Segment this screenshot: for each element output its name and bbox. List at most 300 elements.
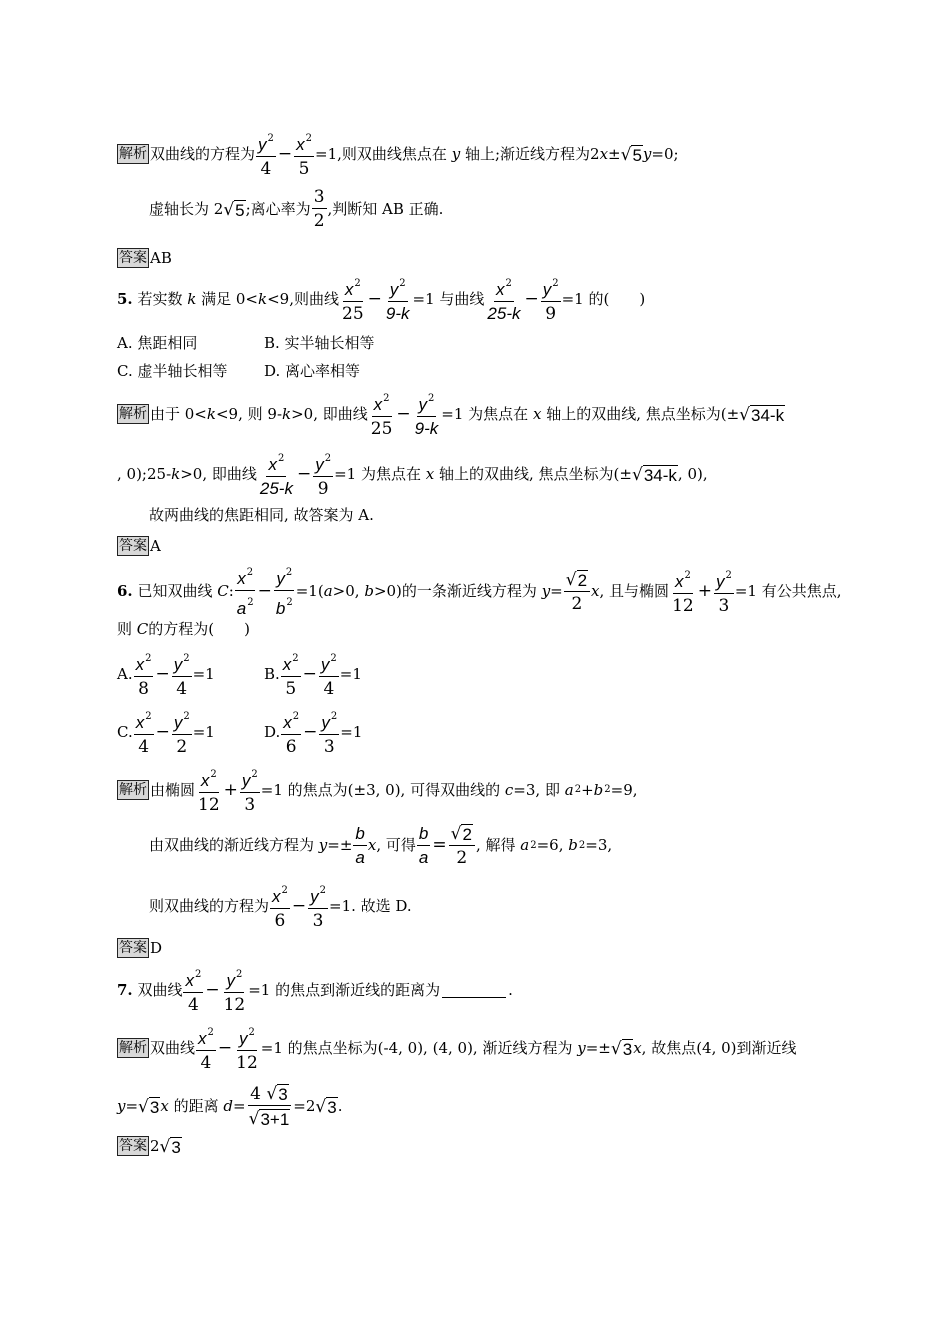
denominator: 4	[260, 159, 272, 179]
math-variable: C	[136, 620, 149, 638]
radical-sign: √	[315, 1096, 327, 1117]
superscript: 2	[604, 784, 611, 795]
denominator: 25	[342, 304, 364, 324]
fraction	[240, 766, 260, 814]
denominator: 8	[138, 679, 149, 699]
text-run: 双曲线	[150, 1038, 196, 1057]
denominator: a	[418, 847, 429, 867]
operator: −	[303, 721, 318, 742]
operator: −	[302, 663, 317, 684]
text-run: =1,则双曲线焦点在	[315, 144, 447, 163]
math-variable: x	[532, 404, 542, 423]
q5-analysis-line-1	[117, 390, 785, 438]
text-run: 轴上;渐近线方程为	[464, 144, 591, 163]
math-variable: x	[160, 1096, 169, 1115]
numerator	[240, 766, 260, 793]
fraction	[196, 1024, 216, 1072]
math-variable: x	[633, 1038, 642, 1057]
superscript: 2	[285, 567, 293, 578]
text-run: =1 的焦点坐标为(-4, 0), (4, 0), 渐近线方程为	[260, 1038, 573, 1057]
fraction	[183, 966, 203, 1014]
answer-value: D	[150, 938, 163, 957]
denominator: a	[355, 847, 365, 867]
superscript: 2	[552, 278, 559, 289]
numerator	[294, 130, 314, 157]
superscript: 2	[684, 570, 691, 581]
denominator: 6	[274, 911, 286, 931]
superscript: 2	[383, 393, 390, 404]
math-variable: y=±	[318, 836, 353, 854]
fraction	[270, 882, 290, 930]
numerator: 3	[313, 187, 325, 207]
numerator: b	[353, 825, 366, 846]
numerator	[281, 650, 301, 677]
numerator	[172, 650, 192, 677]
text-run: , 0),	[677, 464, 708, 483]
text-run: 故两曲线的焦距相同, 故答案为 A.	[149, 506, 374, 524]
numerator	[319, 650, 339, 677]
q6-option-c	[117, 708, 215, 756]
fraction	[319, 708, 339, 756]
superscript: 2	[286, 597, 293, 608]
text-run: A.	[117, 664, 133, 683]
math-variable: a	[323, 581, 333, 600]
radicand: 3	[171, 1137, 181, 1157]
numerator	[308, 882, 328, 909]
denominator: 9	[317, 479, 329, 499]
text-run: A. 焦距相同	[117, 334, 198, 352]
radical-sign: √	[138, 1096, 149, 1117]
radical-sign: √	[159, 1136, 171, 1157]
fraction	[714, 567, 734, 615]
numerator	[564, 570, 590, 592]
numerator	[134, 650, 154, 677]
q6-stem-line-2	[117, 622, 250, 637]
text-run: =1(	[295, 581, 324, 600]
text-run: D.	[264, 722, 281, 741]
superscript: 2	[305, 133, 313, 144]
denominator: 9-k	[414, 419, 439, 438]
denominator: 5	[285, 679, 297, 699]
fraction	[413, 390, 441, 438]
question-number: 7.	[117, 980, 133, 999]
text-run: >0,	[332, 581, 360, 600]
numerator	[274, 564, 294, 591]
math-variable: y	[173, 655, 183, 674]
text-run: =1 的焦点为(±3, 0), 可得双曲线的	[260, 780, 501, 799]
fraction	[417, 825, 430, 867]
math-variable: x	[135, 713, 145, 732]
answer-value: AB	[150, 248, 172, 267]
superscript: 2	[267, 133, 274, 144]
superscript: 2	[207, 1027, 214, 1038]
answer-value: 2	[150, 1136, 160, 1155]
math-variable: b	[275, 599, 286, 618]
q6-answer	[117, 938, 162, 958]
radical-sign: √	[610, 1038, 622, 1059]
q5-analysis-line-2	[117, 450, 708, 498]
numerator	[319, 708, 339, 735]
math-variable: y	[642, 144, 652, 163]
q5-option-a	[117, 336, 197, 351]
text-run: , 且与椭圆	[599, 581, 670, 600]
text-run: =1	[340, 722, 363, 741]
math-variable: k	[282, 404, 292, 423]
denominator: 25	[370, 419, 393, 439]
radical-sign: √	[450, 824, 462, 844]
math-variable: x	[283, 713, 292, 732]
radical-sign: √	[565, 569, 577, 590]
operator: +	[223, 779, 238, 800]
numerator	[172, 708, 192, 735]
sqrt-34-k	[632, 465, 678, 484]
square-root	[451, 824, 473, 843]
radicand: 2	[577, 570, 588, 590]
text-run: 则	[117, 620, 133, 638]
text-run: , 故焦点(4, 0)到渐近线	[641, 1038, 797, 1057]
fraction	[319, 650, 339, 698]
text-run: 若实数	[137, 289, 183, 308]
q5-stem	[117, 275, 645, 323]
numerator	[196, 1024, 216, 1051]
superscript: 2	[324, 453, 332, 464]
square-root	[249, 1109, 291, 1128]
denominator: 9-k	[385, 304, 410, 323]
radicand: 5	[632, 145, 642, 165]
math-variable: x	[599, 144, 609, 163]
fraction	[134, 650, 154, 698]
radicand: 3	[327, 1097, 337, 1117]
numerator	[313, 450, 333, 477]
text-run: 双曲线的方程为	[150, 144, 256, 163]
numerator	[270, 882, 290, 909]
text-run: =6,	[536, 836, 564, 854]
math-variable: a	[236, 599, 247, 618]
operator: −	[291, 895, 307, 916]
fraction	[274, 564, 295, 618]
fraction	[172, 650, 192, 698]
fraction	[312, 188, 327, 230]
superscript: 2	[183, 711, 190, 722]
math-variable: y	[310, 887, 319, 906]
q4-answer	[117, 248, 172, 268]
sqrt-5	[223, 200, 245, 219]
text-run: =1. 故选 D.	[329, 896, 412, 915]
math-variable: y	[320, 655, 330, 674]
text-run: =2	[293, 1096, 316, 1115]
numerator	[256, 130, 276, 157]
answer-tag: 答案	[119, 1138, 147, 1154]
radicand: 2	[462, 825, 472, 844]
operator: −	[155, 721, 170, 742]
denominator: 2	[571, 593, 583, 614]
math-variable: x	[367, 836, 377, 854]
square-root	[160, 1137, 182, 1156]
fraction	[172, 708, 192, 756]
text-run: =1 为焦点在	[334, 464, 421, 483]
math-variable: x	[425, 464, 435, 483]
fraction	[134, 708, 154, 756]
math-variable: x	[237, 569, 246, 588]
fraction	[235, 564, 256, 618]
text-run: 则双曲线的方程为	[149, 896, 270, 915]
denominator: 4	[176, 679, 188, 699]
operator: −	[524, 288, 539, 309]
q6-analysis-line-3	[149, 882, 412, 930]
q5-option-d	[264, 364, 360, 379]
superscript: 2	[247, 597, 254, 608]
denominator: 12	[198, 795, 220, 815]
math-variable: y	[276, 569, 285, 588]
fraction	[234, 1024, 260, 1072]
math-variable: y	[258, 135, 267, 154]
superscript: 2	[725, 570, 732, 581]
q7-analysis-line-1	[117, 1024, 797, 1072]
denominator	[235, 591, 256, 618]
math-variable: x	[135, 655, 145, 674]
text-run: B. 实半轴长相等	[264, 334, 375, 352]
denominator: 12	[236, 1053, 258, 1073]
text-run: 双曲线	[137, 980, 183, 999]
math-variable: k	[258, 289, 268, 308]
math-variable: b	[364, 581, 374, 600]
sqrt-34-k	[739, 405, 785, 424]
q6-stem-line-1: 6. 已知双曲线 C : $\frac{x^2}{a^2}$ − $\frac{y^2}{b^2}$ =1( a >0, b >0)的一条渐近线方程为 y= √ 2 2 x , 且与椭圆 $\frac{x^2}{12}$ + $\frac{y^2}{3}$ =1 有公共焦点,	[117, 564, 841, 618]
numerator	[199, 766, 219, 793]
answer-tag: 答案	[119, 250, 147, 266]
text-run: , 可得	[376, 836, 416, 854]
text-run: , 0);25-	[117, 464, 172, 483]
text-run: 虚轴长为 2	[149, 199, 224, 218]
superscript: 2	[145, 711, 152, 722]
text-run: 由于 0<	[150, 404, 207, 423]
operator: =	[432, 835, 447, 855]
square-root	[566, 570, 588, 589]
numerator	[281, 708, 301, 735]
math-variable: x	[268, 455, 277, 474]
q5-answer	[117, 536, 161, 556]
math-variable: x	[272, 887, 281, 906]
operator: −	[155, 663, 170, 684]
denominator: 25-k	[259, 479, 293, 498]
text-run: ,判断知 AB 正确.	[327, 199, 444, 218]
fraction	[485, 275, 522, 323]
text-run: 轴上的双曲线, 焦点坐标为(±	[439, 464, 632, 483]
math-variable: x	[496, 280, 505, 299]
square-root	[266, 1084, 288, 1103]
text-run: 4	[250, 1084, 261, 1104]
text-run: <9,则曲线	[267, 289, 339, 308]
analysis-tag: 解析	[119, 406, 147, 422]
superscript: 2	[194, 969, 202, 980]
fraction	[369, 390, 395, 438]
fraction	[340, 275, 366, 323]
denominator: 3	[323, 737, 335, 757]
answer-value: A	[150, 536, 161, 555]
numerator	[417, 390, 437, 417]
analysis-tag: 解析	[119, 146, 147, 162]
text-run: 2	[590, 144, 600, 163]
numerator	[372, 390, 392, 417]
answer-blank	[442, 983, 506, 998]
text-run: =1 的( )	[561, 289, 646, 308]
superscript: 2	[505, 278, 512, 289]
text-run: =1 有公共焦点,	[734, 581, 842, 600]
denominator: 3	[312, 911, 324, 931]
denominator: 6	[285, 737, 297, 757]
fraction	[256, 130, 276, 178]
math-variable: y	[315, 455, 324, 474]
radical-sign: √	[266, 1084, 278, 1104]
math-variable: C	[217, 581, 229, 600]
math-variable: y	[239, 1029, 248, 1048]
fraction	[281, 650, 301, 698]
operator: −	[396, 403, 411, 424]
text-run: +	[581, 780, 594, 799]
math-variable: a	[520, 836, 530, 854]
denominator: 2	[176, 737, 188, 757]
text-run: =1	[192, 722, 215, 741]
denominator: 25-k	[487, 304, 521, 323]
superscript: 2	[354, 278, 361, 289]
fraction	[196, 766, 222, 814]
fraction	[313, 450, 333, 498]
superscript: 2	[578, 839, 586, 851]
numerator	[266, 450, 286, 477]
q5-option-c	[117, 364, 227, 379]
fraction	[353, 825, 366, 867]
math-variable: x	[674, 572, 684, 591]
math-variable: y	[389, 280, 399, 299]
radicand: 5	[235, 200, 245, 220]
math-variable: x	[200, 771, 210, 790]
text-run: =3,	[585, 836, 613, 854]
text-run: >0)的一条渐近线方程为	[373, 581, 537, 600]
q4-analysis-line-1	[117, 130, 679, 178]
math-variable: x	[282, 655, 292, 674]
math-variable: y=	[541, 581, 563, 600]
fraction	[247, 1084, 293, 1128]
radicand: 34-k	[643, 465, 677, 485]
numerator	[449, 824, 475, 846]
q6-option-b	[264, 650, 362, 698]
radicand: 34-k	[751, 405, 785, 425]
math-variable: b	[593, 780, 604, 799]
numerator: b	[417, 825, 430, 846]
answer-tag: 答案	[119, 940, 147, 956]
square-root	[611, 1039, 633, 1058]
text-run: .	[508, 980, 513, 999]
fraction	[294, 130, 314, 178]
superscript: 2	[277, 453, 285, 464]
operator: +	[697, 580, 712, 601]
radical-sign: √	[739, 404, 751, 425]
denominator: 3	[244, 795, 256, 815]
text-run: 的方程为( )	[148, 620, 250, 638]
text-run: =1 为焦点在	[441, 404, 529, 423]
denominator: 3	[718, 596, 730, 616]
math-variable: x	[344, 280, 354, 299]
radicand: 3	[278, 1085, 288, 1104]
text-run: 满足 0<	[201, 289, 259, 308]
math-variable: b	[568, 836, 578, 854]
fraction	[449, 824, 475, 867]
q5-option-b	[264, 336, 375, 351]
math-variable: a	[564, 780, 574, 799]
math-variable: x	[185, 971, 194, 990]
superscript: 2	[145, 653, 152, 664]
denominator: 2	[456, 848, 468, 868]
operator: −	[367, 288, 382, 309]
math-variable: y	[418, 395, 428, 414]
fraction	[384, 275, 412, 323]
superscript: 2	[330, 711, 338, 722]
superscript: 2	[292, 653, 299, 664]
answer-tag: 答案	[119, 538, 147, 554]
superscript: 2	[319, 885, 327, 896]
q7-stem	[117, 966, 513, 1014]
operator: −	[205, 979, 220, 1000]
denominator	[247, 1106, 293, 1128]
q6-analysis-line-2	[149, 824, 612, 867]
q6-analysis-line-1	[117, 766, 638, 814]
superscript: 2	[330, 653, 337, 664]
text-run: =1	[339, 664, 362, 683]
superscript: 2	[235, 969, 243, 980]
math-variable: y	[321, 713, 330, 732]
operator: −	[296, 463, 312, 484]
superscript: 2	[183, 653, 190, 664]
text-run: =1	[192, 664, 215, 683]
radicand: 3	[149, 1097, 160, 1117]
radical-sign: √	[631, 464, 643, 485]
math-variable: y	[715, 572, 725, 591]
superscript: 2	[530, 839, 537, 851]
superscript: 2	[399, 278, 406, 289]
superscript: 2	[281, 885, 288, 896]
text-run: .	[337, 1096, 343, 1115]
text-run: C.	[117, 722, 133, 741]
radicand: 3+1	[260, 1110, 290, 1129]
numerator	[237, 1024, 257, 1051]
analysis-tag: 解析	[119, 1040, 147, 1056]
q6-option-a	[117, 650, 215, 698]
denominator: 12	[672, 596, 694, 616]
fraction	[222, 966, 248, 1014]
text-run: =9,	[610, 780, 638, 799]
math-variable: d	[223, 1096, 234, 1115]
text-run: 的距离	[173, 1096, 219, 1115]
numerator	[673, 567, 693, 594]
math-variable: y=	[117, 1096, 139, 1115]
numerator	[714, 567, 734, 594]
fraction	[258, 450, 295, 498]
numerator	[494, 275, 514, 302]
numerator	[343, 275, 363, 302]
denominator: 12	[223, 995, 246, 1015]
denominator: 4	[323, 679, 335, 699]
text-run: C. 虚半轴长相等	[117, 362, 228, 380]
math-variable: k	[206, 404, 216, 423]
denominator: 4	[138, 737, 150, 757]
superscript: 2	[251, 769, 258, 780]
superscript: 2	[574, 784, 582, 795]
denominator: 9	[545, 304, 557, 324]
question-number: 5.	[117, 289, 133, 308]
operator: −	[257, 580, 272, 601]
math-variable: c	[504, 780, 514, 799]
superscript: 2	[246, 567, 254, 578]
